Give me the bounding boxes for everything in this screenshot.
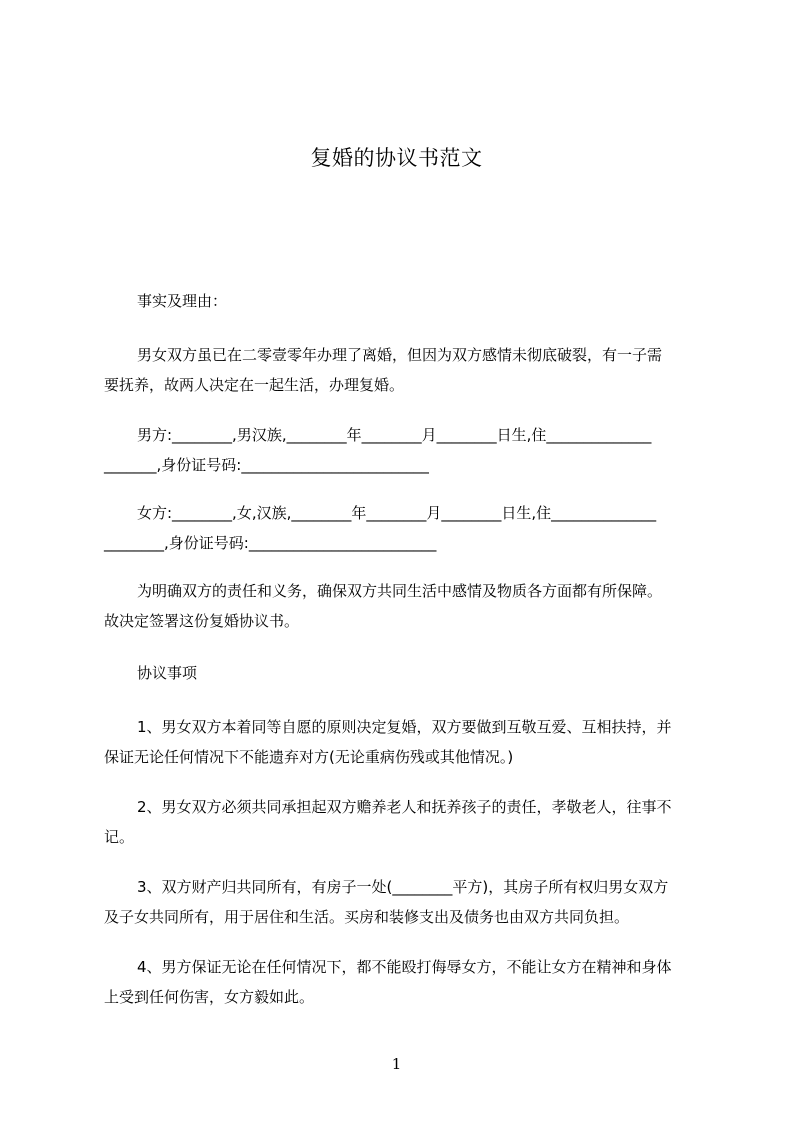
item-3-line-1: 3、双方财产归共同所有，有房子一处(________平方)，其房子所有权归男女双方 bbox=[137, 878, 669, 896]
purpose-paragraph bbox=[104, 576, 704, 636]
male-info-line-1: 男方:________,男汉族,________年________月________日生,住______________ bbox=[137, 426, 652, 444]
purpose-line-2: 故决定签署这份复婚协议书。 bbox=[104, 612, 300, 630]
item-2-line-2: 记。 bbox=[104, 828, 135, 846]
intro-paragraph bbox=[104, 340, 704, 400]
agreement-heading-text: 协议事项 bbox=[137, 664, 198, 682]
agreement-item-4 bbox=[104, 952, 704, 1012]
agreement-item-2 bbox=[104, 792, 704, 852]
female-info-paragraph bbox=[104, 498, 704, 558]
facts-heading bbox=[104, 286, 704, 316]
page-number: 1 bbox=[391, 1055, 402, 1073]
document-title: 复婚的协议书范文 bbox=[310, 146, 483, 170]
agreement-item-3 bbox=[104, 872, 704, 932]
item-1-line-2: 保证无论任何情况下不能遗弃对方(无论重病伤残或其他情况。) bbox=[104, 748, 514, 766]
female-info-line-1: 女方:________,女,汉族,________年________月________日生,住______________ bbox=[137, 504, 657, 522]
female-info-line-2: ________,身份证号码:_________________________ bbox=[104, 534, 437, 552]
male-info-line-2: _______,身份证号码:_________________________ bbox=[104, 456, 429, 474]
item-1-line-1: 1、男女双方本着同等自愿的原则决定复婚，双方要做到互敬互爱、互相扶持，并 bbox=[137, 718, 672, 736]
item-4-line-2: 上受到任何伤害，女方毅如此。 bbox=[104, 988, 315, 1006]
male-info-paragraph bbox=[104, 420, 704, 480]
intro-line-2: 要抚养，故两人决定在一起生活，办理复婚。 bbox=[104, 376, 405, 394]
item-3-line-2: 及子女共同所有，用于居住和生活。买房和装修支出及债务也由双方共同负担。 bbox=[104, 908, 630, 926]
purpose-line-1: 为明确双方的责任和义务，确保双方共同生活中感情及物质各方面都有所保障。 bbox=[137, 582, 663, 600]
item-4-line-1: 4、男方保证无论在任何情况下，都不能殴打侮辱女方，不能让女方在精神和身体 bbox=[137, 958, 672, 976]
agreement-heading bbox=[104, 658, 704, 688]
intro-line-1: 男女双方虽已在二零壹零年办理了离婚，但因为双方感情未彻底破裂，有一子需 bbox=[137, 346, 663, 364]
item-2-line-1: 2、男女双方必须共同承担起双方赡养老人和抚养孩子的责任，孝敬老人，往事不 bbox=[137, 798, 672, 816]
facts-heading-text: 事实及理由： bbox=[137, 292, 228, 310]
agreement-item-1 bbox=[104, 712, 704, 772]
